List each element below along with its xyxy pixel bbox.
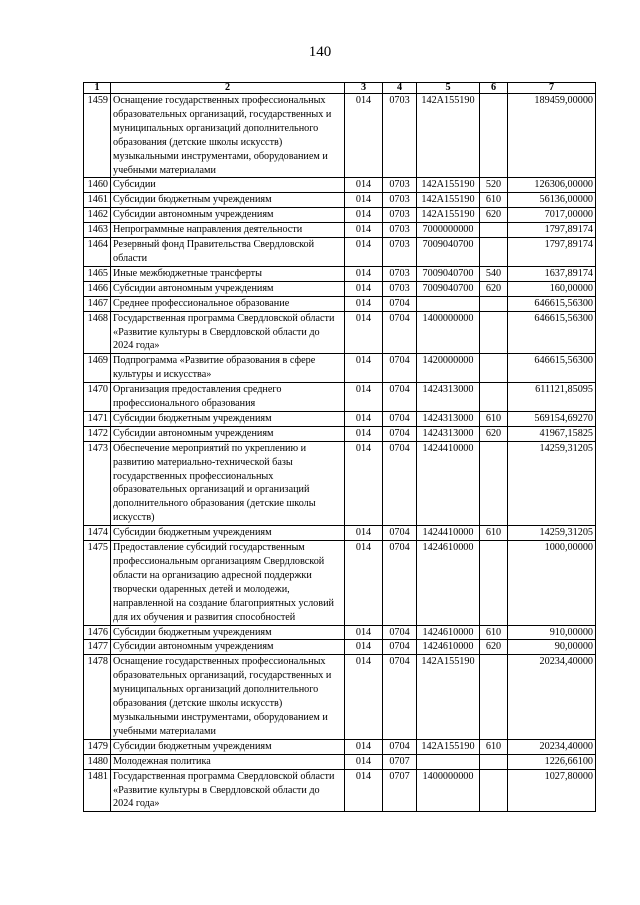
- row-name: Среднее профессиональное образование: [111, 296, 345, 311]
- row-amount: 646615,56300: [508, 354, 596, 383]
- expense-type-code: 610: [480, 411, 508, 426]
- budget-table: [83, 82, 596, 812]
- row-name: Субсидии бюджетным учреждениям: [111, 739, 345, 754]
- row-amount: 611121,85095: [508, 383, 596, 412]
- row-name: Государственная программа Свердловской области «Развитие культуры в Свердловской области до 2024 года»: [111, 769, 345, 812]
- row-name: Субсидии автономным учреждениям: [111, 426, 345, 441]
- target-article-code: 142A155190: [417, 739, 480, 754]
- row-amount: 14259,31205: [508, 526, 596, 541]
- table-row: [84, 655, 596, 739]
- row-number: 1478: [84, 655, 111, 739]
- table-row: [84, 383, 596, 412]
- row-amount: 1797,89174: [508, 238, 596, 267]
- column-header: 4: [383, 83, 417, 94]
- section-code: 0704: [383, 625, 417, 640]
- column-header: 1: [84, 83, 111, 94]
- section-code: 0704: [383, 311, 417, 354]
- target-article-code: 1400000000: [417, 769, 480, 812]
- column-header: 2: [111, 83, 345, 94]
- row-name: Субсидии: [111, 178, 345, 193]
- row-name: Резервный фонд Правительства Свердловской области: [111, 238, 345, 267]
- expense-type-code: 520: [480, 178, 508, 193]
- target-article-code: 142A155190: [417, 94, 480, 178]
- column-header: 5: [417, 83, 480, 94]
- admin-code: 014: [345, 640, 383, 655]
- table-row: [84, 625, 596, 640]
- admin-code: 014: [345, 281, 383, 296]
- table-row: [84, 238, 596, 267]
- admin-code: 014: [345, 383, 383, 412]
- admin-code: 014: [345, 354, 383, 383]
- target-article-code: 7000000000: [417, 223, 480, 238]
- section-code: 0704: [383, 739, 417, 754]
- admin-code: 014: [345, 754, 383, 769]
- row-number: 1477: [84, 640, 111, 655]
- expense-type-code: 620: [480, 426, 508, 441]
- row-amount: 910,00000: [508, 625, 596, 640]
- table-row: [84, 311, 596, 354]
- admin-code: 014: [345, 94, 383, 178]
- row-name: Непрограммные направления деятельности: [111, 223, 345, 238]
- column-header: 7: [508, 83, 596, 94]
- row-name: Субсидии бюджетным учреждениям: [111, 625, 345, 640]
- target-article-code: 7009040700: [417, 281, 480, 296]
- admin-code: 014: [345, 266, 383, 281]
- section-code: 0704: [383, 411, 417, 426]
- row-number: 1469: [84, 354, 111, 383]
- section-code: 0704: [383, 426, 417, 441]
- expense-type-code: [480, 655, 508, 739]
- expense-type-code: 620: [480, 640, 508, 655]
- expense-type-code: [480, 94, 508, 178]
- target-article-code: [417, 754, 480, 769]
- row-name: Организация предоставления среднего профессионального образования: [111, 383, 345, 412]
- row-amount: 1000,00000: [508, 541, 596, 625]
- admin-code: 014: [345, 739, 383, 754]
- row-number: 1473: [84, 441, 111, 525]
- header-row: [84, 83, 596, 94]
- row-name: Государственная программа Свердловской области «Развитие культуры в Свердловской области до 2024 года»: [111, 311, 345, 354]
- section-code: 0703: [383, 193, 417, 208]
- admin-code: 014: [345, 296, 383, 311]
- row-name: Обеспечение мероприятий по укреплению и развитию материально-технической базы государственных профессиональных образовательных организаций и организаций дополнительного образования (детские школы искусств): [111, 441, 345, 525]
- target-article-code: 1424610000: [417, 640, 480, 655]
- table-row: [84, 754, 596, 769]
- row-number: 1479: [84, 739, 111, 754]
- section-code: 0704: [383, 526, 417, 541]
- section-code: 0703: [383, 238, 417, 267]
- table-row: [84, 769, 596, 812]
- row-name: Предоставление субсидий государственным профессиональным организациям Свердловской области на организацию адресной поддержки творчески одаренных детей и молодежи, направленной на создание благоприятных условий для их обучения и развития способностей: [111, 541, 345, 625]
- row-number: 1466: [84, 281, 111, 296]
- table-row: [84, 354, 596, 383]
- row-number: 1476: [84, 625, 111, 640]
- admin-code: 014: [345, 193, 383, 208]
- admin-code: 014: [345, 655, 383, 739]
- expense-type-code: [480, 354, 508, 383]
- row-amount: 7017,00000: [508, 208, 596, 223]
- target-article-code: 142A155190: [417, 655, 480, 739]
- section-code: 0704: [383, 655, 417, 739]
- expense-type-code: [480, 296, 508, 311]
- target-article-code: 1424610000: [417, 625, 480, 640]
- table-row: [84, 739, 596, 754]
- row-amount: 1226,66100: [508, 754, 596, 769]
- admin-code: 014: [345, 238, 383, 267]
- row-name: Субсидии автономным учреждениям: [111, 640, 345, 655]
- expense-type-code: 620: [480, 208, 508, 223]
- row-amount: 90,00000: [508, 640, 596, 655]
- row-amount: 160,00000: [508, 281, 596, 296]
- row-number: 1468: [84, 311, 111, 354]
- target-article-code: 1424313000: [417, 383, 480, 412]
- row-number: 1472: [84, 426, 111, 441]
- row-number: 1463: [84, 223, 111, 238]
- target-article-code: 7009040700: [417, 266, 480, 281]
- row-number: 1467: [84, 296, 111, 311]
- table-row: [84, 411, 596, 426]
- row-number: 1470: [84, 383, 111, 412]
- table-row: [84, 526, 596, 541]
- target-article-code: 1424313000: [417, 426, 480, 441]
- row-number: 1474: [84, 526, 111, 541]
- row-number: 1475: [84, 541, 111, 625]
- row-amount: 646615,56300: [508, 311, 596, 354]
- row-number: 1471: [84, 411, 111, 426]
- row-name: Субсидии автономным учреждениям: [111, 208, 345, 223]
- section-code: 0704: [383, 640, 417, 655]
- admin-code: 014: [345, 426, 383, 441]
- target-article-code: 7009040700: [417, 238, 480, 267]
- target-article-code: 1424313000: [417, 411, 480, 426]
- row-name: Оснащение государственных профессиональных образовательных организаций, государственных и муниципальных организаций дополнительного образования (детские школы искусств) музыкальными инструментами, оборудованием и учебными материалами: [111, 94, 345, 178]
- table-row: [84, 281, 596, 296]
- row-name: Субсидии бюджетным учреждениям: [111, 193, 345, 208]
- section-code: 0703: [383, 266, 417, 281]
- row-number: 1480: [84, 754, 111, 769]
- row-amount: 126306,00000: [508, 178, 596, 193]
- row-number: 1460: [84, 178, 111, 193]
- expense-type-code: [480, 238, 508, 267]
- row-amount: 14259,31205: [508, 441, 596, 525]
- section-code: 0707: [383, 754, 417, 769]
- row-number: 1459: [84, 94, 111, 178]
- expense-type-code: [480, 311, 508, 354]
- row-name: Оснащение государственных профессиональных образовательных организаций, государственных и муниципальных организаций дополнительного образования (детские школы искусств) музыкальными инструментами, оборудованием и учебными материалами: [111, 655, 345, 739]
- expense-type-code: [480, 441, 508, 525]
- admin-code: 014: [345, 178, 383, 193]
- row-number: 1465: [84, 266, 111, 281]
- row-amount: 646615,56300: [508, 296, 596, 311]
- row-number: 1481: [84, 769, 111, 812]
- table-row: [84, 208, 596, 223]
- admin-code: 014: [345, 208, 383, 223]
- row-amount: 189459,00000: [508, 94, 596, 178]
- section-code: 0707: [383, 769, 417, 812]
- row-name: Иные межбюджетные трансферты: [111, 266, 345, 281]
- section-code: 0704: [383, 354, 417, 383]
- target-article-code: 142A155190: [417, 208, 480, 223]
- section-code: 0704: [383, 541, 417, 625]
- table-row: [84, 296, 596, 311]
- row-amount: 569154,69270: [508, 411, 596, 426]
- row-name: Субсидии автономным учреждениям: [111, 281, 345, 296]
- section-code: 0703: [383, 223, 417, 238]
- target-article-code: 1424610000: [417, 541, 480, 625]
- target-article-code: 1400000000: [417, 311, 480, 354]
- table-row: [84, 426, 596, 441]
- target-article-code: 1424410000: [417, 526, 480, 541]
- expense-type-code: [480, 541, 508, 625]
- target-article-code: 142A155190: [417, 178, 480, 193]
- expense-type-code: 610: [480, 739, 508, 754]
- row-amount: 1027,80000: [508, 769, 596, 812]
- row-number: 1464: [84, 238, 111, 267]
- expense-type-code: 540: [480, 266, 508, 281]
- target-article-code: 1420000000: [417, 354, 480, 383]
- admin-code: 014: [345, 311, 383, 354]
- table-row: [84, 94, 596, 178]
- section-code: 0704: [383, 383, 417, 412]
- table-body: [84, 94, 596, 812]
- table-row: [84, 193, 596, 208]
- expense-type-code: 610: [480, 526, 508, 541]
- admin-code: 014: [345, 526, 383, 541]
- row-name: Субсидии бюджетным учреждениям: [111, 526, 345, 541]
- expense-type-code: [480, 754, 508, 769]
- admin-code: 014: [345, 441, 383, 525]
- section-code: 0704: [383, 441, 417, 525]
- section-code: 0703: [383, 94, 417, 178]
- row-amount: 20234,40000: [508, 739, 596, 754]
- column-header: 6: [480, 83, 508, 94]
- section-code: 0704: [383, 296, 417, 311]
- target-article-code: [417, 296, 480, 311]
- row-number: 1461: [84, 193, 111, 208]
- admin-code: 014: [345, 223, 383, 238]
- expense-type-code: 610: [480, 193, 508, 208]
- expense-type-code: [480, 769, 508, 812]
- table-row: [84, 266, 596, 281]
- page-number: 140: [308, 44, 332, 60]
- section-code: 0703: [383, 178, 417, 193]
- target-article-code: 142A155190: [417, 193, 480, 208]
- admin-code: 014: [345, 769, 383, 812]
- admin-code: 014: [345, 411, 383, 426]
- table-row: [84, 640, 596, 655]
- row-amount: 56136,00000: [508, 193, 596, 208]
- expense-type-code: 620: [480, 281, 508, 296]
- column-header: 3: [345, 83, 383, 94]
- row-amount: 20234,40000: [508, 655, 596, 739]
- row-amount: 1797,89174: [508, 223, 596, 238]
- row-number: 1462: [84, 208, 111, 223]
- row-name: Молодежная политика: [111, 754, 345, 769]
- admin-code: 014: [345, 625, 383, 640]
- expense-type-code: 610: [480, 625, 508, 640]
- section-code: 0703: [383, 208, 417, 223]
- table-row: [84, 541, 596, 625]
- table-row: [84, 223, 596, 238]
- row-amount: 1637,89174: [508, 266, 596, 281]
- table-row: [84, 178, 596, 193]
- expense-type-code: [480, 223, 508, 238]
- table-row: [84, 441, 596, 525]
- expense-type-code: [480, 383, 508, 412]
- row-name: Подпрограмма «Развитие образования в сфере культуры и искусства»: [111, 354, 345, 383]
- row-name: Субсидии бюджетным учреждениям: [111, 411, 345, 426]
- row-amount: 41967,15825: [508, 426, 596, 441]
- section-code: 0703: [383, 281, 417, 296]
- target-article-code: 1424410000: [417, 441, 480, 525]
- admin-code: 014: [345, 541, 383, 625]
